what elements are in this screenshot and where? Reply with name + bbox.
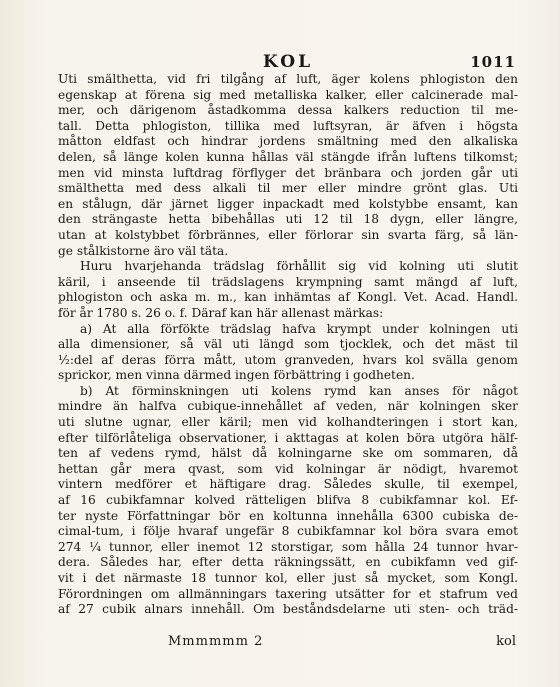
text-line: vit i det närmaste 18 tunnor kol, eller just så mycket, som Kongl.: [58, 571, 518, 585]
text-line: Förordningen om allmänningars taxering utsätter for et stafrum ved: [58, 586, 518, 601]
text-line: ter nyste Författningar bör en koltunna innehålla 6300 cubiska de-: [58, 508, 518, 523]
text-line: af 16 cubikfamnar kolved rätteligen blifva 8 cubikfamnar kol. Ef-: [58, 493, 518, 508]
text-line: 274 ¼ tunnor, eller inemot 12 storstigar, som hålla 24 tunnor hvar-: [58, 539, 518, 554]
catchword: kol: [496, 634, 516, 649]
text-line: af 27 cubik alnars innehåll. Om beståndsdelarne uti sten- och träd-: [58, 602, 518, 617]
text-line: ge stålkistorne äro väl täta.: [58, 243, 229, 258]
text-line: mer, och därigenom åstadkomma dessa kalkers reduction til me-: [58, 103, 518, 118]
text-line: alla dimensioner, så väl uti längd som tjocklek, och det mäst til: [58, 337, 518, 352]
text-line: en stålugn, där järnet ligger inpackadt med kolstybbe ensamt, kan: [58, 196, 518, 211]
text-line: ½:del af deras förra mått, utom granveden, hvars kol svälla genom: [58, 352, 518, 367]
body-text: [58, 72, 518, 618]
page-footer: [60, 634, 516, 652]
text-line: hettan går mera qvast, som vid kolningar är nödigt, hvaremot: [58, 461, 518, 476]
text-line: cimal-tum, i följe hvaraf ungefär 8 cubikfamnar kol böra svara emot: [58, 524, 518, 539]
text-line: sprickor, men vinna därmed ingen förbättring i godheten.: [58, 368, 415, 383]
running-title: KOL: [262, 52, 314, 72]
text-line: a) At alla förfökte trädslag hafva krympt under kolningen uti: [80, 321, 518, 336]
text-line: dera. Således har, efter detta räkningssätt, en cubikfamn ved gif-: [58, 555, 518, 570]
text-line: Uti smälthetta, vid fri tilgång af luft, äger kolens phlogiston den: [58, 72, 518, 86]
text-line: smälthetta med dess alkali til mer eller mindre grönt glas. Uti: [58, 181, 518, 196]
page-header: [60, 52, 516, 74]
text-line: delen, så länge kolen kunna hållas väl stängde ifrån luftens tilkomst;: [58, 149, 518, 164]
text-line: käril, i anseende til trädslagens krympning samt mängd af luft,: [58, 274, 518, 289]
text-line: tall. Detta phlogiston, tillika med luftsyran, är äfven i högsta: [58, 118, 518, 133]
text-line: egenskap at förena sig med metalliska kalker, eller calcinerade mal-: [58, 87, 518, 102]
text-line: efter tilförlåteliga observationer, i akttagas at kolen böra utgöra hälf-: [58, 430, 518, 445]
signature-mark: Mmmmmm 2: [168, 634, 264, 649]
text-line: uti slutne ugnar, eller käril; men vid kolhandteringen i stort kan,: [58, 415, 518, 430]
text-line: men vid minsta luftdrag förflyger det bränbara och jorden går uti: [58, 165, 518, 180]
text-line: vintern medförer et häftigare drag. Således skulle, til exempel,: [58, 477, 518, 492]
text-line: Huru hvarjehanda trädslag förhållit sig vid kolning uti slutit: [80, 259, 518, 274]
page-number: 1011: [470, 53, 516, 71]
text-line: phlogiston och aska m. m., kan inhämtas af Kongl. Vet. Acad. Handl.: [58, 290, 518, 305]
text-line: ten af vedens rymd, hälst då kolningarne ske om sommaren, då: [58, 446, 518, 461]
text-line: måtton eldfast och hindrar jordens smältning med den alkaliska: [58, 134, 518, 149]
text-line: för år 1780 s. 26 o. f. Däraf kan här allenast märkas:: [58, 305, 384, 320]
text-line: utan at kolstybbet förbrännes, eller förlorar sin svarta färg, så län-: [58, 227, 518, 242]
text-line: mindre än halfva cubique-innehållet af veden, när kolningen sker: [58, 399, 518, 414]
text-line: b) At förminskningen uti kolens rymd kan anses för något: [80, 383, 518, 398]
text-line: den strängaste hetta bibehållas uti 12 til 18 dygn, eller längre,: [58, 212, 518, 227]
